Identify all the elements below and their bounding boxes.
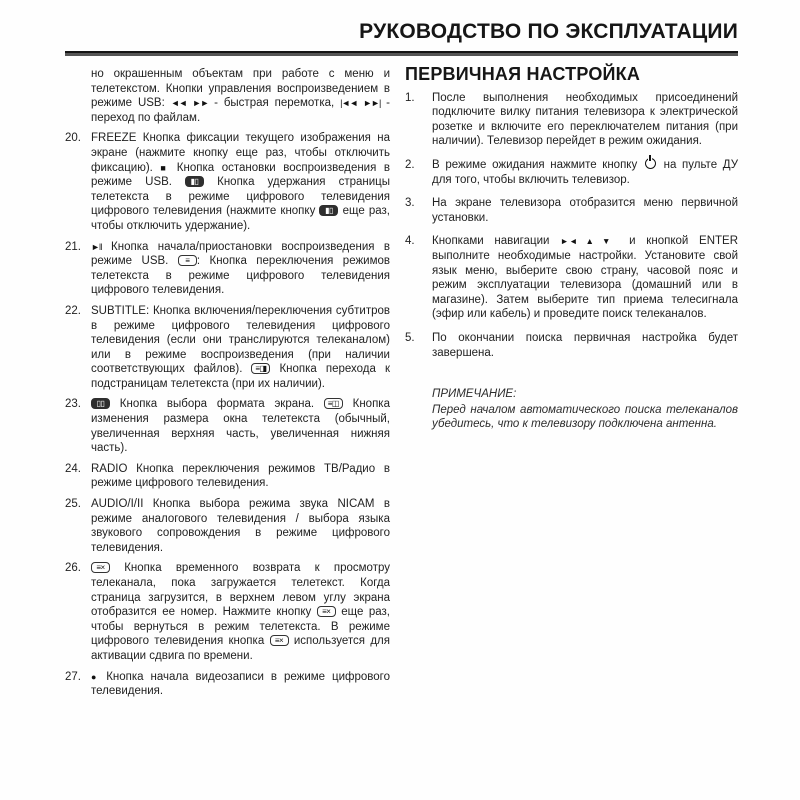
play-pause-icon: ►‖	[91, 241, 102, 252]
intro-paragraph: но окрашенным объектам при работе с меню и телетекстом. Кнопки управления воспроизведением в режиме USB: ◄◄ ►► - быстрая перемотка, |◄◄ ►►| - переход по файлам.	[91, 68, 391, 124]
hold-icon: ▮▯	[319, 205, 338, 216]
fast-forward-icon: ►►	[192, 98, 209, 109]
list-item	[65, 397, 390, 455]
list-item	[405, 331, 738, 360]
left-column	[65, 67, 390, 705]
list-item	[65, 240, 390, 298]
right-column	[405, 64, 738, 705]
page-header	[65, 20, 738, 56]
item-text: По окончании поиска первичная настройка будет завершена.	[432, 331, 738, 359]
item-number: 21.	[65, 240, 81, 253]
hold-icon: ▮▯	[185, 176, 204, 187]
item-number: 22.	[65, 304, 81, 317]
cancel-icon: ≡×	[270, 635, 289, 646]
item-number: 4.	[405, 235, 415, 248]
list-item	[65, 497, 390, 555]
list-item	[405, 234, 738, 322]
list-item	[65, 670, 390, 699]
item-number: 27.	[65, 670, 81, 683]
button-descriptions-list	[65, 131, 390, 698]
setup-steps-list	[405, 91, 738, 361]
item-text: ►‖ Кнопка начала/приостановки воспроизведения в режиме USB. ≡ : Кнопка переключения режимов телетекста в режиме цифрового телевидения цифрового телевидения.	[91, 240, 391, 297]
cancel-icon: ≡×	[317, 606, 336, 617]
note-label: ПРИМЕЧАНИЕ:	[432, 388, 517, 401]
item-text: AUDIO/I/II Кнопка выбора режима звука NICAM в режиме аналогового телевидения / выбора языка звукового сопровождения в режиме цифрового телевидения.	[91, 498, 390, 554]
item-text: На экране телевизора отобразится меню первичной установки.	[432, 197, 738, 224]
item-number: 20.	[65, 132, 81, 145]
item-text: RADIO Кнопка переключения режимов ТВ/Радио в режиме цифрового телевидения.	[91, 462, 390, 490]
page-title: РУКОВОДСТВО ПО ЭКСПЛУАТАЦИИ	[359, 20, 738, 43]
note-block	[432, 387, 738, 432]
power-icon	[645, 158, 656, 169]
item-text: ● Кнопка начала видеозаписи в режиме цифрового телевидения.	[91, 670, 391, 698]
item-text: SUBTITLE: Кнопка включения/переключения субтитров в режиме цифрового телевидения цифрового телевидения (если они транслируются телеканалом) или в режиме воспроизведения (при наличии соответствующих файлов). ≡◨ Кнопка перехода к подстраницам телетекста (при их наличии).	[91, 304, 390, 390]
item-number: 2.	[405, 158, 415, 171]
nav-arrows-icon: ►◄▲▼	[560, 236, 619, 247]
cancel-icon: ≡×	[91, 562, 110, 573]
item-text: ≡× Кнопка временного возврата к просмотру телеканала, пока загружается телетекст. Когда страница загрузится, в верхнем левом углу экрана отобразится ее номер. Нажмите кнопку ≡× еще раз, чтобы вернуться в режим телетекста. В режиме цифрового телевидения кнопка ≡× используется для активации сдвига по времени.	[91, 562, 390, 662]
list-item	[405, 158, 738, 187]
item-number: 5.	[405, 331, 415, 344]
item-text: В режиме ожидания нажмите кнопку на пульте ДУ для того, чтобы включить телевизор.	[432, 158, 738, 186]
item-number: 25.	[65, 498, 81, 511]
record-icon: ●	[91, 671, 100, 682]
item-text: FREEZE Кнопка фиксации текущего изображения на экране (нажмите кнопку еще раз, чтобы отключить фиксацию). ■ Кнопка остановки воспроизведения в режиме USB. ▮▯ Кнопка удержания страницы телетекста в режиме цифрового телевидения цифрового телевидения (нажмите кнопку ▮▯ еще раз, чтобы отключить удержание).	[91, 132, 391, 232]
list-item	[65, 304, 390, 392]
list-item	[405, 196, 738, 225]
size-icon: ≡◫	[324, 398, 343, 409]
skip-forward-icon: ►►|	[363, 98, 381, 109]
section-title: ПЕРВИЧНАЯ НАСТРОЙКА	[405, 64, 641, 84]
item-number: 23.	[65, 398, 81, 411]
item-text: ▯▯ Кнопка выбора формата экрана. ≡◫ Кнопка изменения размера окна телетекста (обычный, увеличенная верхняя часть, увеличенная нижняя часть).	[91, 398, 390, 455]
item-text: После выполнения необходимых присоединений подключите вилку питания телевизора к электрической розетке и включите его переключателем питания (при наличии). Телевизор перейдет в режим ожидания.	[432, 91, 738, 148]
list-item	[65, 561, 390, 663]
item-number: 26.	[65, 562, 81, 575]
subpage-icon: ≡◨	[251, 363, 270, 374]
note-text: Перед началом автоматического поиска телеканалов убедитесь, что к телевизору подключена антенна.	[432, 403, 738, 431]
list-item	[405, 91, 738, 149]
header-rule	[65, 51, 738, 56]
skip-back-icon: |◄◄	[340, 98, 358, 109]
list-item	[65, 131, 390, 233]
aspect-icon: ▯▯	[91, 398, 110, 409]
list-item	[65, 462, 390, 491]
item-number: 24.	[65, 462, 81, 475]
stop-icon: ■	[160, 162, 170, 173]
item-number: 3.	[405, 197, 415, 210]
teletext-icon: ≡	[178, 255, 197, 266]
item-text: Кнопками навигации ►◄▲▼ и кнопкой ENTER выполните необходимые настройки. Установите свой язык меню, выберите свою страну, часовой пояс и режим эксплуатации телевизора (домашний или в магазине). Затем выберите тип приема телесигнала (эфир или кабель) и проведите поиск телеканалов.	[432, 235, 738, 321]
rewind-icon: ◄◄	[170, 98, 187, 109]
item-number: 1.	[405, 91, 415, 104]
content-columns	[65, 64, 738, 705]
